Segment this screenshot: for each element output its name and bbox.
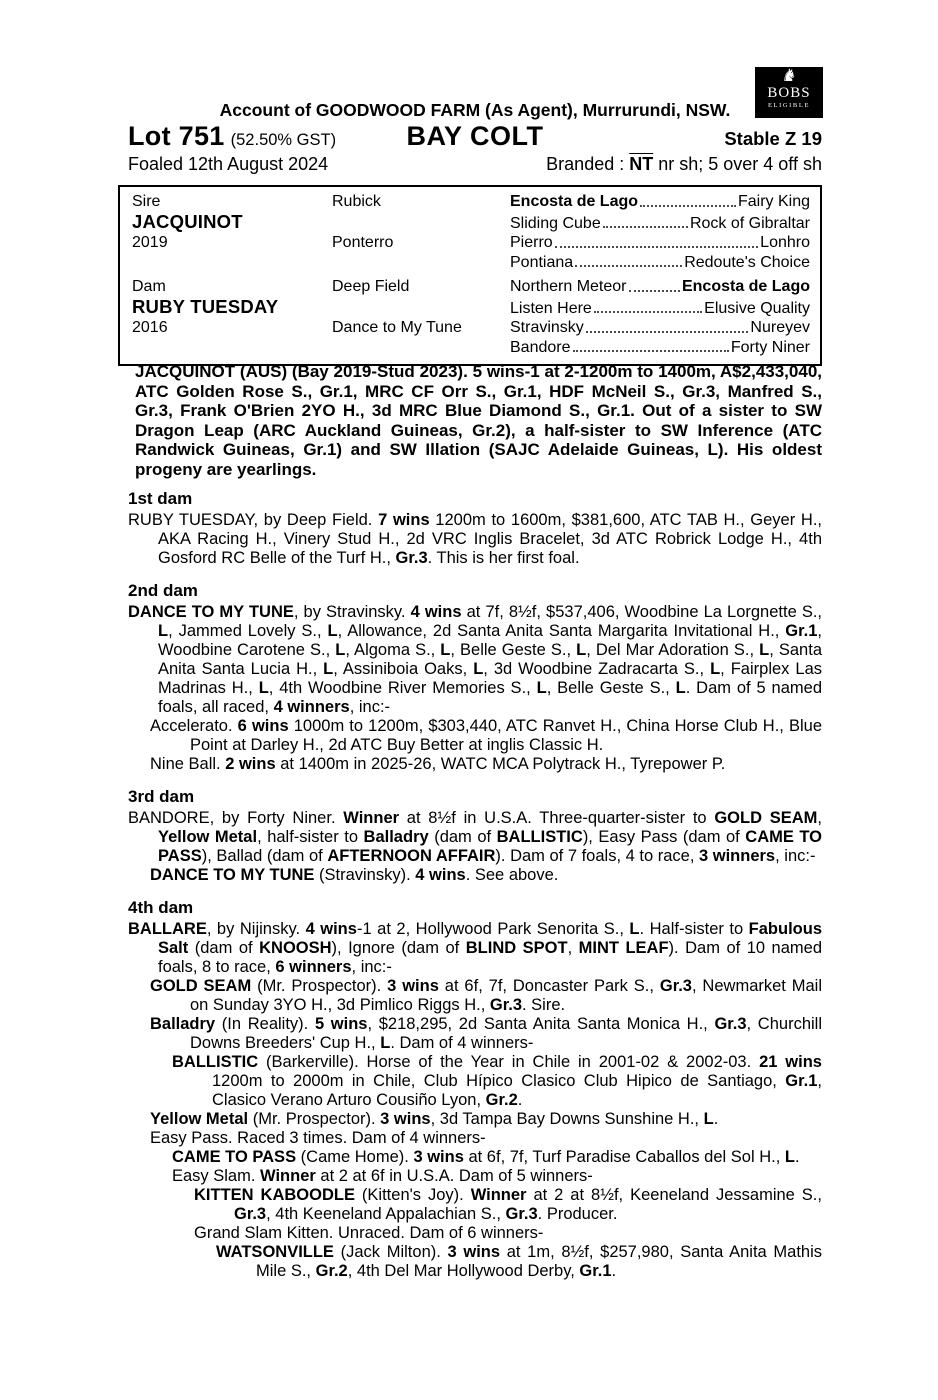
text-segment: (Stravinsky). (314, 866, 416, 884)
bobs-horse-icon: ♞ (781, 66, 797, 86)
bold-text-segment: 3 wins (447, 1243, 501, 1261)
text-segment: . Sire. (522, 996, 566, 1014)
bold-text-segment: CAME TO PASS (158, 828, 823, 865)
text-segment: , Newmarket Mail on Sunday 3YO H., 3d Pimlico Riggs H., (190, 977, 823, 1014)
text-segment: 1200m to 1600m, $381,600, ATC TAB H., Geyer H., AKA Racing H., Vinery Stud H., 2d VRC Inglis Bracelet, 3d ATC Robrick Lodge H., 4th Gosford RC Belle of the Turf H., (158, 511, 822, 567)
text-segment: (dam of (428, 828, 497, 846)
bold-text-segment: 6 wins (237, 717, 289, 735)
text-segment: at 6f, 7f, Turf Paradise Caballos del Sol H., (463, 1148, 785, 1166)
text-segment: at 1400m in 2025-26, WATC MCA Polytrack H., Tyrepower P. (275, 755, 726, 773)
pedigree-row (132, 212, 810, 234)
lot-row (128, 121, 822, 152)
text-segment: , 4th Woodbine River Memories S., (268, 679, 537, 697)
bold-text-segment: Balladry (150, 1015, 216, 1033)
text-segment: , inc:- (351, 958, 392, 976)
dam-section (128, 488, 822, 568)
bold-text-segment: KNOOSH (259, 939, 332, 957)
bold-text-segment: Gr.1 (785, 622, 818, 640)
bold-text-segment: L (158, 622, 169, 640)
text-segment: at 2 at 8½f, Keeneland Jessamine S., (526, 1186, 822, 1204)
bold-text-segment: 4 wins (410, 603, 462, 621)
ancestor-sire: Pontiana (510, 253, 574, 271)
dot-leader (586, 331, 749, 333)
ancestor-dam: Rock of Gibraltar (689, 214, 810, 232)
text-segment: Easy Pass. Raced 3 times. Dam of 4 winners- (150, 1129, 486, 1147)
bold-text-segment: Gr.2 (485, 1091, 518, 1109)
ancestor-dam: Elusive Quality (704, 299, 810, 317)
pedigree-grandparent: Deep Field (332, 278, 410, 295)
text-segment: 1000m to 1200m, $303,440, ATC Ranvet H., China Horse Club H., Blue Point at Darley H., 2d ATC Buy Better at inglis Classic H. (190, 717, 823, 754)
text-segment: , by Stravinsky. (293, 603, 411, 621)
text-segment: (Came Home). (296, 1148, 414, 1166)
text-segment: , by Nijinsky. (206, 920, 306, 938)
bold-text-segment: Gr.3 (234, 1205, 267, 1223)
text-segment: . (611, 1262, 617, 1280)
text-segment: , Churchill Downs Breeders' Cup H., (190, 1015, 822, 1052)
text-segment: , Algoma S., (345, 641, 441, 659)
lot-number: Lot 751 (128, 121, 225, 151)
dam-section (128, 580, 822, 774)
bold-text-segment: 3 wins (387, 977, 439, 995)
text-segment: ), Easy Pass (dam of (582, 828, 746, 846)
text-segment: Accelerato. (150, 717, 238, 735)
dam-paragraph (150, 1129, 822, 1148)
bobs-logo-subtitle: ELIGIBLE (767, 102, 811, 109)
dam-section (128, 786, 822, 885)
dam-paragraph (150, 1015, 822, 1053)
pedigree-row (132, 253, 810, 273)
bold-text-segment: L (335, 641, 346, 659)
dam-paragraph (194, 1224, 822, 1243)
dam-sections (128, 488, 822, 1281)
bold-text-segment: L (536, 679, 547, 697)
bold-text-segment: KITTEN KABOODLE (194, 1186, 355, 1204)
bold-text-segment: Fabulous Salt (158, 920, 823, 957)
page-body (128, 362, 822, 1281)
text-segment: . Dam of 4 winners- (390, 1034, 534, 1052)
pedigree-row (132, 318, 810, 338)
text-segment: . (794, 1148, 800, 1166)
dam-paragraph (150, 866, 822, 885)
branded-info (546, 154, 822, 175)
bold-text-segment: L (675, 679, 686, 697)
text-segment: (Kitten's Joy). (354, 1186, 471, 1204)
bold-text-segment: L (258, 679, 269, 697)
branded-prefix: Branded : (546, 154, 630, 174)
bold-text-segment: L (327, 622, 338, 640)
bold-text-segment: CAME TO PASS (172, 1148, 297, 1166)
dam-paragraph (172, 1053, 822, 1110)
pedigree-grandparent: Ponterro (332, 234, 394, 251)
ancestor-dam: Forty Niner (730, 338, 810, 356)
bold-text-segment: Gr.3 (659, 977, 692, 995)
dot-leader (555, 246, 758, 248)
text-segment: , Woodbine Carotene S., (158, 622, 822, 659)
dam-section (128, 897, 822, 1281)
text-segment: , Del Mar Adoration S., (586, 641, 760, 659)
text-segment: . Producer. (537, 1205, 618, 1223)
branded-suffix: nr sh; 5 over 4 off sh (653, 154, 822, 174)
bold-text-segment: 21 wins (759, 1053, 822, 1071)
bold-text-segment: Gr.2 (315, 1262, 348, 1280)
bold-text-segment: 3 wins (380, 1110, 431, 1128)
dam-heading: 1st dam (128, 489, 193, 508)
bold-text-segment: Gr.3 (395, 549, 428, 567)
dam-paragraph (150, 755, 822, 774)
bold-text-segment: BALLARE (128, 920, 207, 938)
text-segment: , inc:- (349, 698, 391, 716)
bold-text-segment: L (473, 660, 484, 678)
bold-text-segment: 4 wins (415, 866, 466, 884)
text-segment: , 4th Del Mar Hollywood Derby, (347, 1262, 580, 1280)
pedigree-horse-name: RUBY TUESDAY (132, 295, 279, 317)
text-segment: (Mr. Prospector). (251, 977, 388, 995)
ancestor-sire: Northern Meteor (510, 278, 627, 295)
text-segment: (Jack Milton). (333, 1243, 448, 1261)
ancestor-pair (510, 233, 810, 253)
ancestor-pair (510, 318, 810, 338)
bold-text-segment: MINT LEAF (578, 939, 669, 957)
dam-paragraph (150, 977, 823, 1015)
bold-text-segment: GOLD SEAM (714, 809, 818, 827)
dam-paragraph (128, 920, 823, 977)
bold-text-segment: WATSONVILLE (216, 1243, 334, 1261)
foaled-date: Foaled 12th August 2024 (128, 154, 329, 174)
bold-text-segment: JACQUINOT (AUS) (Bay 2019-Stud 2023). 5 wins-1 at 2-1200m to 1400m, A$2,433,040, ATC Golden Rose S., Gr.1, MRC CF Orr S., Gr.1, HDF McNeil S., Gr.3, Manfred S., Gr.3, Frank O'Brien 2YO H., 3d MRC Blue Diamond S., Gr.1. Out of a sister to SW Dragon Leap (ARC Auckland Guineas, Gr.2), a half-sister to SW Inference (ATC Randwick Guineas, Gr.1) and SW Illation (SAJC Adelaide Guineas, L). His oldest progeny are yearlings. (135, 362, 822, 479)
ancestor-sire: Encosta de Lago (510, 193, 639, 210)
dam-paragraph (150, 717, 823, 755)
text-segment: Easy Slam. (172, 1167, 261, 1185)
bold-text-segment: L (629, 920, 640, 938)
pedigree-col1-label: 2016 (132, 319, 168, 336)
text-segment: , (567, 939, 579, 957)
pedigree-col1-label: 2019 (132, 234, 168, 251)
bold-text-segment: DANCE TO MY TUNE (128, 603, 294, 621)
bold-text-segment: 4 wins (305, 920, 357, 938)
text-segment: , 3d Tampa Bay Downs Sunshine H., (430, 1110, 704, 1128)
ancestor-sire: Bandore (510, 338, 571, 356)
text-segment: . Dam of 5 named foals, all raced, (158, 679, 823, 716)
sire-summary (135, 362, 822, 479)
text-segment: ). Dam of 10 named foals, 8 to race, (158, 939, 822, 976)
bold-text-segment: Yellow Metal (158, 828, 258, 846)
ancestor-sire: Listen Here (510, 299, 592, 317)
text-segment: . (713, 1110, 719, 1128)
brand-mark: $\overline{NT}$ (629, 154, 654, 174)
stable-number: Stable Z 19 (724, 128, 822, 149)
dot-leader (575, 265, 682, 267)
dot-leader (640, 205, 736, 207)
bold-text-segment: Gr.3 (714, 1015, 747, 1033)
bold-text-segment: AFTERNOON AFFAIR (327, 847, 496, 865)
dot-leader (629, 290, 680, 292)
ancestor-sire: Pierro (510, 234, 553, 251)
dam-paragraph (194, 1186, 822, 1224)
bold-text-segment: Gr.3 (505, 1205, 538, 1223)
gst-note: (52.50% GST) (230, 131, 337, 149)
account-line: Account of GOODWOOD FARM (As Agent), Murrurundi, NSW. (219, 100, 731, 120)
ancestor-sire: Sliding Cube (510, 214, 601, 232)
text-segment: at 7f, 8½f, $537,406, Woodbine La Lorgnette S., (461, 603, 823, 621)
text-segment: (dam of (188, 939, 260, 957)
ancestor-pair (510, 192, 810, 212)
dam-paragraph (172, 1148, 822, 1167)
ancestor-pair (510, 299, 810, 319)
bold-text-segment: L (703, 1110, 714, 1128)
text-segment: ). Dam of 7 foals, 4 to race, (495, 847, 699, 865)
bold-text-segment: 4 winners (273, 698, 350, 716)
lot-left (128, 121, 336, 152)
dam-paragraph (128, 809, 823, 866)
bold-text-segment: L (710, 660, 721, 678)
bold-text-segment: 5 wins (314, 1015, 368, 1033)
text-segment: ), Ignore (dam of (331, 939, 466, 957)
dam-heading: 4th dam (128, 898, 194, 917)
ancestor-pair (510, 277, 810, 297)
text-segment: , Belle Geste S., (450, 641, 577, 659)
text-segment: , Santa Anita Santa Lucia H., (158, 641, 822, 678)
text-segment: , inc:- (775, 847, 816, 865)
bold-text-segment: L (323, 660, 334, 678)
bold-text-segment: BALLISTIC (172, 1053, 259, 1071)
bobs-logo-title: BOBS (767, 85, 811, 101)
text-segment: , 4th Keeneland Appalachian S., (266, 1205, 506, 1223)
dam-heading: 3rd dam (128, 787, 195, 806)
bold-text-segment: Gr.1 (579, 1262, 612, 1280)
ancestor-dam: Nureyev (750, 319, 810, 336)
text-segment: , Assiniboia Oaks, (333, 660, 474, 678)
text-segment: , Allowance, 2d Santa Anita Santa Margarita Invitational H., (337, 622, 786, 640)
text-segment: at 1m, 8½f, $257,980, Santa Anita Mathis Mile S., (256, 1243, 822, 1280)
text-segment: , $218,295, 2d Santa Anita Santa Monica H., (367, 1015, 715, 1033)
foaled-row (128, 154, 822, 175)
bold-text-segment: BALLISTIC (496, 828, 583, 846)
bold-text-segment: Winner (260, 1167, 316, 1185)
dam-heading: 2nd dam (128, 581, 198, 600)
bold-text-segment: L (576, 641, 587, 659)
bold-text-segment: L (440, 641, 451, 659)
text-segment: , Fairplex Las Madrinas H., (158, 660, 822, 697)
dam-paragraph (128, 603, 823, 717)
text-segment: Grand Slam Kitten. Unraced. Dam of 6 winners- (194, 1224, 544, 1242)
dam-paragraph (216, 1243, 822, 1281)
text-segment: at 2 at 6f in U.S.A. Dam of 5 winners- (315, 1167, 593, 1185)
text-segment: . This is her first foal. (427, 549, 580, 567)
bold-text-segment: L (759, 641, 770, 659)
dot-leader (594, 311, 702, 313)
pedigree-col1-label: Sire (132, 193, 161, 210)
bold-text-segment: Winner (343, 809, 400, 827)
bold-text-segment: Winner (470, 1186, 527, 1204)
text-segment: . Half-sister to (639, 920, 749, 938)
pedigree-row (132, 338, 810, 358)
bold-text-segment: L (380, 1034, 391, 1052)
text-segment: , Jammed Lovely S., (168, 622, 328, 640)
bold-text-segment: BLIND SPOT (465, 939, 568, 957)
text-segment: , half-sister to (257, 828, 364, 846)
ancestor-sire: Stravinsky (510, 319, 584, 336)
ancestor-dam: Lonhro (760, 234, 810, 251)
pedigree-row (132, 233, 810, 253)
ancestor-dam: Fairy King (737, 193, 810, 210)
bold-text-segment: 3 wins (413, 1148, 464, 1166)
bold-text-segment: 2 wins (225, 755, 276, 773)
text-segment: , (817, 809, 822, 827)
ancestor-pair (510, 338, 810, 358)
pedigree-row (132, 192, 810, 212)
bold-text-segment: 7 wins (378, 511, 430, 529)
ancestor-pair (510, 214, 810, 234)
text-segment: at 6f, 7f, Doncaster Park S., (438, 977, 660, 995)
dam-paragraph (150, 1110, 822, 1129)
bold-text-segment: DANCE TO MY TUNE (150, 866, 315, 884)
pedigree-col1-label: Dam (132, 278, 166, 295)
pedigree-grandparent: Dance to My Tune (332, 319, 462, 336)
text-segment: 1200m to 2000m in Chile, Club Hípico Clasico Club Hipico de Santiago, (212, 1072, 786, 1090)
bold-text-segment: 3 winners (699, 847, 776, 865)
bold-text-segment: 6 winners (275, 958, 352, 976)
ancestor-dam: Redoute's Choice (684, 253, 810, 271)
bold-text-segment: L (784, 1148, 795, 1166)
pedigree-grandparent: Rubick (332, 193, 381, 210)
pedigree-row (132, 297, 810, 319)
ancestor-pair (510, 253, 810, 273)
text-segment: RUBY TUESDAY, by Deep Field. (128, 511, 379, 529)
text-segment: ), Ballad (dam of (201, 847, 328, 865)
dot-leader (573, 350, 729, 352)
bold-text-segment: Balladry (363, 828, 429, 846)
text-segment: (In Reality). (215, 1015, 315, 1033)
bold-text-segment: Yellow Metal (150, 1110, 249, 1128)
bold-text-segment: GOLD SEAM (150, 977, 252, 995)
pedigree-row (132, 277, 810, 297)
horse-title: BAY COLT (406, 121, 544, 151)
text-segment: -1 at 2, Hollywood Park Senorita S., (356, 920, 630, 938)
text-segment: . See above. (465, 866, 559, 884)
text-segment: BANDORE, by Forty Niner. (128, 809, 344, 827)
text-segment: Nine Ball. (150, 755, 226, 773)
text-segment: (Mr. Prospector). (248, 1110, 381, 1128)
pedigree-horse-name: JACQUINOT (132, 210, 243, 232)
bold-text-segment: Gr.3 (489, 996, 522, 1014)
ancestor-dam: Encosta de Lago (681, 278, 810, 295)
text-segment: , Clasico Verano Arturo Cousiño Lyon, (212, 1072, 822, 1109)
text-segment: . (517, 1091, 523, 1109)
dam-paragraph (128, 511, 822, 568)
pedigree-table (118, 185, 822, 366)
text-segment: , Belle Geste S., (546, 679, 676, 697)
dam-paragraph (172, 1167, 822, 1186)
text-segment: , 3d Woodbine Zadracarta S., (483, 660, 711, 678)
text-segment: at 8½f in U.S.A. Three-quarter-sister to (399, 809, 715, 827)
bold-text-segment: Gr.1 (785, 1072, 818, 1090)
dot-leader (603, 226, 688, 228)
text-segment: (Barkerville). Horse of the Year in Chile in 2001-02 & 2002-03. (258, 1053, 760, 1071)
